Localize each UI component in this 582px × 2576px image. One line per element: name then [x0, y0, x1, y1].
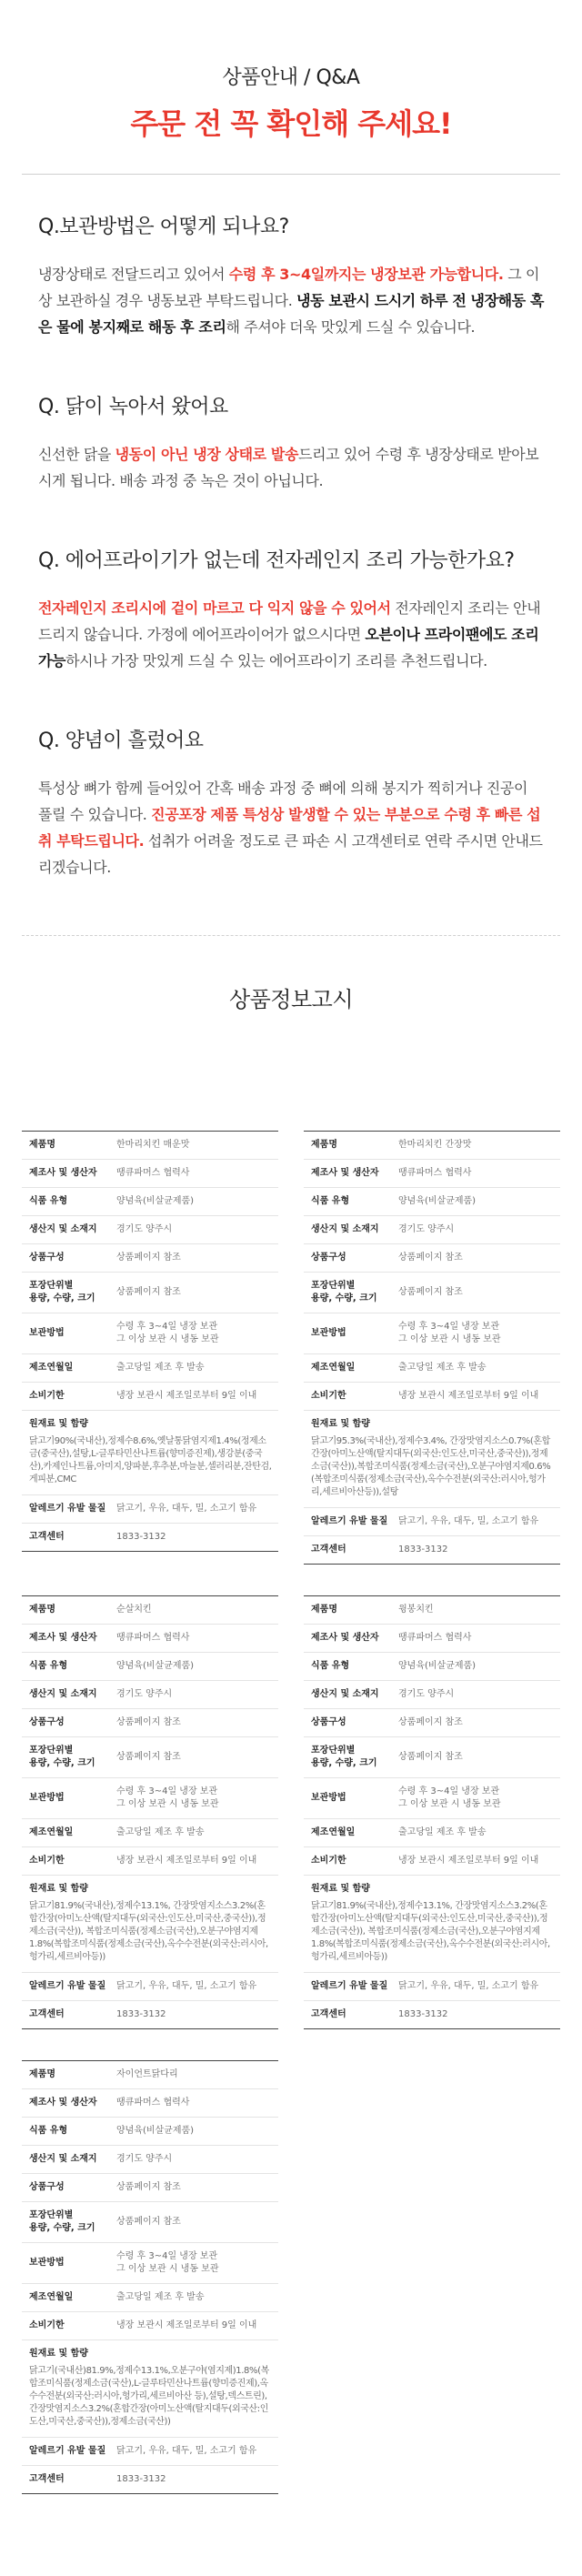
spec-row-composition	[304, 1709, 560, 1737]
qa-answer	[38, 261, 544, 340]
spec-value: 1833-3132	[398, 1545, 448, 1555]
spec-value: 수령 후 3~4일 냉장 보관 그 이상 보관 시 냉동 보관	[116, 1786, 219, 1809]
spec-row-cs	[22, 2001, 278, 2029]
spec-label: 포장단위별 용량, 수량, 크기	[29, 1746, 95, 1768]
spec-row-maker	[22, 1160, 278, 1188]
spec-row-origin	[304, 1216, 560, 1244]
spec-label: 고객센터	[29, 2009, 65, 2019]
spec-label: 제품명	[311, 1140, 337, 1150]
spec-label: 제조연월일	[311, 1363, 356, 1373]
spec-row-expiry	[304, 1847, 560, 1876]
spec-value: 닭고기90%(국내산),정제수8.6%,옛날통닭염지제1.4%(정제소금(중국산),설탕,L-글루타민산나트륨(향미증진제),생강분(중국산),카제인나트륨,아미지,양파분,후추분,마늘분,셀러리분,잔탄검,게피분,CMC	[29, 1436, 272, 1484]
spec-value: 상품페이지 참조	[116, 1752, 181, 1762]
header-divider	[22, 174, 560, 175]
qa-question: Q. 에어프라이기가 없는데 전자레인지 조리 가능한가요?	[38, 549, 515, 572]
spec-row-date	[304, 1819, 560, 1847]
spec-label: 고객센터	[29, 1532, 65, 1542]
spec-value: 냉장 보관시 제조일로부터 9일 이내	[116, 1856, 257, 1866]
spec-value: 냉장 보관시 제조일로부터 9일 이내	[116, 1391, 257, 1401]
spec-label: 알레르기 유발 물질	[311, 1981, 388, 1991]
answer-text: 드리고 있어 수령 후 냉장상태로 받아보시게 됩니다. 배송 과정 중 녹은 것이 아닙니다.	[38, 446, 539, 489]
spec-value: 1833-3132	[116, 2474, 166, 2484]
answer-text: 냉장상태로 전달드리고 있어서	[38, 266, 229, 283]
spec-value: 땡큐파머스 협력사	[116, 1633, 190, 1643]
spec-row-unit	[22, 1273, 278, 1313]
spec-label: 생산지 및 소재지	[29, 1689, 97, 1699]
spec-row-maker	[22, 1625, 278, 1653]
spec-card	[304, 1131, 560, 1565]
spec-value: 상품페이지 참조	[116, 1253, 181, 1263]
spec-label: 제조사 및 생산자	[29, 1168, 97, 1178]
spec-value: 땡큐파머스 협력사	[116, 1168, 190, 1178]
spec-label: 식품 유형	[311, 1661, 350, 1671]
spec-row-allergy	[22, 1973, 278, 2001]
spec-row-expiry	[22, 1847, 278, 1876]
spec-label: 원재료 및 함량	[311, 1884, 370, 1894]
answer-text: 해 주셔야 더욱 맛있게 드실 수 있습니다.	[226, 318, 476, 336]
spec-value: 냉장 보관시 제조일로부터 9일 이내	[398, 1856, 539, 1866]
spec-row-group	[22, 2060, 560, 2494]
spec-value: 닭고기95.3%(국내산),정제수3.4%, 간장맛염지소스0.7%(혼합간장(아미노산액(탈지대두(외국산:인도산,미국산,중국산)),정제소금(국산)),복합조미식품(정제소금(국산),오분구야염지제0.6%(복합조미식품(정제소금(국산),옥수수전분(외국산:러시아,헝가리,세르비아산등)),설탕	[311, 1436, 551, 1497]
spec-row-storage	[22, 1313, 278, 1354]
spec-value: 닭고기81.9%(국내산),정제수13.1%, 간장맛염지소스3.2%(혼합간장(아미노산액(탈지대두(외국산:인도산,미국산,중국산)),정제소금(국산)), 복합조미식품(정제소금(국산),오분구야염지제1.8%(복합조미식품(정제소금(국산),옥수수전분(외국산:러시아,헝가리,세르비아등))	[29, 1901, 268, 1962]
spec-row-date	[304, 1354, 560, 1383]
spec-row-unit	[22, 1737, 278, 1778]
spec-value: 양념육(비살균제품)	[116, 1661, 195, 1671]
spec-value: 1833-3132	[398, 2009, 448, 2019]
spec-value: 경기도 양주시	[398, 1224, 455, 1234]
spec-row-composition	[22, 1244, 278, 1273]
spec-row-origin	[304, 1681, 560, 1709]
qa-item	[38, 725, 544, 880]
spec-label: 생산지 및 소재지	[29, 2154, 97, 2164]
spec-card	[22, 1131, 278, 1565]
spec-label: 포장단위별 용량, 수량, 크기	[29, 2210, 95, 2233]
spec-value: 1833-3132	[116, 1532, 166, 1542]
spec-label: 상품구성	[311, 1253, 346, 1263]
spec-value: 닭고기, 우유, 대두, 밀, 소고기 함유	[398, 1516, 539, 1526]
spec-label: 제품명	[29, 1605, 55, 1615]
spec-value: 닭고기, 우유, 대두, 밀, 소고기 함유	[398, 1981, 539, 1991]
spec-label: 보관방법	[29, 1328, 65, 1338]
spec-row-type	[22, 1653, 278, 1681]
spec-label: 소비기한	[29, 1856, 65, 1866]
spec-value: 1833-3132	[116, 2009, 166, 2019]
spec-value: 닭고기, 우유, 대두, 밀, 소고기 함유	[116, 1981, 257, 1991]
spec-label: 제품명	[29, 1140, 55, 1150]
spec-label: 제조사 및 생산자	[29, 1633, 97, 1643]
spec-value: 수령 후 3~4일 냉장 보관 그 이상 보관 시 냉동 보관	[116, 2251, 219, 2274]
answer-text: 냉동이 아닌 냉장 상태로 발송	[115, 446, 299, 463]
spec-row-cs	[22, 1524, 278, 1552]
spec-label: 제조연월일	[29, 1827, 74, 1837]
spec-value: 상품페이지 참조	[398, 1752, 463, 1762]
qa-question: Q. 양념이 흘렀어요	[38, 730, 204, 752]
qa-question: Q. 닭이 녹아서 왔어요	[38, 396, 228, 418]
qa-item	[38, 545, 544, 674]
spec-label: 상품구성	[29, 1717, 65, 1727]
spec-label: 원재료 및 함량	[29, 2349, 88, 2359]
spec-value: 상품페이지 참조	[116, 1287, 181, 1297]
spec-row-group	[22, 1131, 560, 1565]
spec-label: 상품구성	[29, 1253, 65, 1263]
spec-value: 출고당일 제조 후 발송	[398, 1827, 487, 1837]
spec-row-allergy	[304, 1508, 560, 1536]
spec-value: 냉장 보관시 제조일로부터 9일 이내	[398, 1391, 539, 1401]
spec-row-composition	[22, 1709, 278, 1737]
spec-value: 양념육(비살균제품)	[398, 1196, 477, 1206]
spec-label: 제조사 및 생산자	[29, 2098, 97, 2108]
answer-text: 그 이상 보관하실 경우 냉동보관 부탁드립니다.	[38, 266, 540, 309]
spec-label: 원재료 및 함량	[311, 1419, 370, 1429]
header	[0, 0, 582, 175]
spec-value: 냉장 보관시 제조일로부터 9일 이내	[116, 2320, 257, 2330]
spec-value: 상품페이지 참조	[398, 1717, 463, 1727]
spec-label: 알레르기 유발 물질	[29, 2446, 106, 2456]
answer-text: 전자레인지 조리는 안내드리지 않습니다. 가정에 에어프라이어가 없으시다면	[38, 599, 541, 643]
spec-value: 땡큐파머스 협력사	[398, 1168, 472, 1178]
spec-value: 상품페이지 참조	[398, 1253, 463, 1263]
spec-value: 상품페이지 참조	[116, 2182, 181, 2192]
spec-row-ingredients	[22, 1876, 278, 1973]
spec-card	[22, 2060, 278, 2494]
spec-value: 수령 후 3~4일 냉장 보관 그 이상 보관 시 냉동 보관	[398, 1322, 501, 1344]
spec-value: 경기도 양주시	[116, 2154, 173, 2164]
answer-text: 신선한 닭을	[38, 446, 115, 463]
spec-label: 제조사 및 생산자	[311, 1633, 379, 1643]
spec-row-maker	[22, 2089, 278, 2118]
spec-value: 한마리치킨 매운맛	[116, 1140, 190, 1150]
spec-label: 보관방법	[29, 1793, 65, 1803]
spec-row-name	[22, 2061, 278, 2089]
spec-label: 식품 유형	[29, 1196, 68, 1206]
spec-row-ingredients	[22, 1411, 278, 1495]
spec-value: 양념육(비살균제품)	[398, 1661, 477, 1671]
spec-label: 상품구성	[29, 2182, 65, 2192]
spec-row-ingredients	[22, 2340, 278, 2438]
spec-label: 제품명	[29, 2069, 55, 2079]
spec-row-composition	[22, 2174, 278, 2202]
answer-text: 섭취가 어려울 정도로 큰 파손 시 고객센터로 연락 주시면 안내드리겠습니다.	[38, 832, 543, 876]
qa-item	[38, 391, 544, 494]
spec-row-date	[22, 1354, 278, 1383]
spec-card	[22, 1595, 278, 2029]
spec-value: 양념육(비살균제품)	[116, 2126, 195, 2136]
spec-label: 알레르기 유발 물질	[311, 1516, 388, 1526]
spec-label: 원재료 및 함량	[29, 1884, 88, 1894]
spec-row-expiry	[22, 2312, 278, 2340]
spec-row-group	[22, 1595, 560, 2029]
spec-row-unit	[22, 2202, 278, 2243]
spec-row-storage	[304, 1778, 560, 1819]
spec-label: 알레르기 유발 물질	[29, 1981, 106, 1991]
spec-row-storage	[304, 1313, 560, 1354]
spec-row-storage	[22, 2243, 278, 2284]
spec-label: 소비기한	[311, 1391, 346, 1401]
section-divider	[22, 935, 560, 936]
spec-label: 생산지 및 소재지	[311, 1689, 379, 1699]
spec-value: 닭고기(국내산)81.9%,정제수13.1%,오분구야(염지제)1.8%(복합조미식품(정제소금(국산),L-글루타민산나트륨(향미증진제),옥수수전분(외국산:러시아,헝가리,세르비아산 등),설탕,덱스트린),간장맛염지소스3.2%(혼합간장(아미노산액(탈지대두(외국산:인도산,미국산,중국산)),정제소금(국산))	[29, 2366, 269, 2427]
spec-row-cs	[304, 2001, 560, 2029]
qa-item	[38, 211, 544, 340]
answer-text: 오븐이나 프라이팬에도 조리 가능	[38, 626, 539, 669]
spec-row-name	[22, 1132, 278, 1160]
spec-row-ingredients	[304, 1876, 560, 1973]
spec-row-unit	[304, 1737, 560, 1778]
spec-value: 양념육(비살균제품)	[116, 1196, 195, 1206]
qa-answer	[38, 441, 544, 494]
answer-text: 특성상 뼈가 함께 들어있어 간혹 배송 과정 중 뼈에 의해 봉지가 찍히거나 진공이 풀릴 수 있습니다.	[38, 780, 528, 823]
spec-label: 생산지 및 소재지	[29, 1224, 97, 1234]
spec-label: 보관방법	[311, 1328, 346, 1338]
spec-value: 상품페이지 참조	[398, 1287, 463, 1297]
spec-label: 제조연월일	[29, 2292, 74, 2302]
spec-label: 고객센터	[311, 1545, 346, 1555]
spec-label: 소비기한	[29, 1391, 65, 1401]
spec-label: 소비기한	[311, 1856, 346, 1866]
spec-label: 제조사 및 생산자	[311, 1168, 379, 1178]
header-subtitle: 상품안내 / Q&A	[222, 66, 360, 89]
spec-value: 한마리치킨 간장맛	[398, 1140, 472, 1150]
spec-row-cs	[304, 1536, 560, 1565]
spec-row-cs	[22, 2466, 278, 2494]
spec-label: 소비기한	[29, 2320, 65, 2330]
spec-value: 상품페이지 참조	[116, 2217, 181, 2227]
spec-value: 경기도 양주시	[398, 1689, 455, 1699]
spec-value: 윙봉치킨	[398, 1605, 434, 1615]
spec-label: 보관방법	[29, 2258, 65, 2268]
spec-label: 제조연월일	[29, 1363, 74, 1373]
spec-label: 포장단위별 용량, 수량, 크기	[311, 1746, 377, 1768]
spec-card	[304, 1595, 560, 2029]
spec-value: 출고당일 제조 후 발송	[116, 1363, 205, 1373]
spec-value: 경기도 양주시	[116, 1224, 173, 1234]
spec-value: 출고당일 제조 후 발송	[398, 1363, 487, 1373]
answer-text: 하시나 가장 맛있게 드실 수 있는 에어프라이기 조리를 추천드립니다.	[65, 652, 487, 669]
answer-text: 수령 후 3~4일까지는 냉장보관 가능합니다.	[228, 266, 504, 283]
spec-value: 땡큐파머스 협력사	[116, 2098, 190, 2108]
spec-row-origin	[22, 1216, 278, 1244]
spec-row-allergy	[304, 1973, 560, 2001]
spec-row-maker	[304, 1625, 560, 1653]
spec-label: 고객센터	[311, 2009, 346, 2019]
spec-value: 수령 후 3~4일 냉장 보관 그 이상 보관 시 냉동 보관	[398, 1786, 501, 1809]
spec-row-origin	[22, 1681, 278, 1709]
spec-row-name	[22, 1596, 278, 1625]
spec-value: 닭고기, 우유, 대두, 밀, 소고기 함유	[116, 1504, 257, 1514]
spec-row-storage	[22, 1778, 278, 1819]
spec-label: 알레르기 유발 물질	[29, 1504, 106, 1514]
spec-row-allergy	[22, 1495, 278, 1524]
spec-label: 원재료 및 함량	[29, 1419, 88, 1429]
answer-text: 전자레인지 조리시에 겉이 마르고 다 익지 않을 수 있어서	[38, 599, 391, 617]
spec-label: 고객센터	[29, 2474, 65, 2484]
spec-row-composition	[304, 1244, 560, 1273]
qa-answer	[38, 595, 544, 674]
spec-row-origin	[22, 2146, 278, 2174]
spec-row-type	[22, 1188, 278, 1216]
spec-label: 식품 유형	[29, 1661, 68, 1671]
spec-row-type	[22, 2118, 278, 2146]
spec-label: 제품명	[311, 1605, 337, 1615]
spec-title: 상품정보고시	[228, 987, 354, 1012]
spec-value: 경기도 양주시	[116, 1689, 173, 1699]
spec-value: 닭고기, 우유, 대두, 밀, 소고기 함유	[116, 2446, 257, 2456]
spec-value: 출고당일 제조 후 발송	[116, 2292, 205, 2302]
spec-row-name	[304, 1132, 560, 1160]
spec-label: 포장단위별 용량, 수량, 크기	[29, 1281, 95, 1303]
spec-label: 보관방법	[311, 1793, 346, 1803]
spec-value: 출고당일 제조 후 발송	[116, 1827, 205, 1837]
answer-text: 냉동 보관시 드시기 하루 전 냉장해동 혹은 물에 봉지째로 해동 후 조리	[38, 292, 544, 336]
spec-row-date	[22, 2284, 278, 2312]
spec-grid	[22, 1131, 560, 2494]
spec-row-expiry	[304, 1383, 560, 1411]
spec-label: 식품 유형	[29, 2126, 68, 2136]
spec-label: 식품 유형	[311, 1196, 350, 1206]
spec-row-name	[304, 1596, 560, 1625]
answer-text: 진공포장 제품 특성상 발생할 수 있는 부분으로 수령 후 빠른 섭취 부탁드립니다.	[38, 806, 541, 850]
spec-row-ingredients	[304, 1411, 560, 1508]
spec-value: 수령 후 3~4일 냉장 보관 그 이상 보관 시 냉동 보관	[116, 1322, 219, 1344]
spec-label: 포장단위별 용량, 수량, 크기	[311, 1281, 377, 1303]
spec-label: 생산지 및 소재지	[311, 1224, 379, 1234]
spec-row-allergy	[22, 2438, 278, 2466]
qa-answer	[38, 775, 544, 880]
spec-row-type	[304, 1188, 560, 1216]
spec-row-date	[22, 1819, 278, 1847]
spec-value: 자이언트닭다리	[116, 2069, 178, 2079]
spec-row-maker	[304, 1160, 560, 1188]
spec-label: 상품구성	[311, 1717, 346, 1727]
spec-value: 순살치킨	[116, 1605, 152, 1615]
spec-row-expiry	[22, 1383, 278, 1411]
spec-value: 닭고기81.9%(국내산),정제수13.1%, 간장맛염지소스3.2%(혼합간장(아미노산액(탈지대두(외국산:인도산,미국산,중국산)),정제소금(국산)), 복합조미식품(정제소금(국산),오분구야염지제1.8%(복합조미식품(정제소금(국산),옥수수전분(외국산:러시아,헝가리,세르비아등))	[311, 1901, 550, 1962]
spec-value: 상품페이지 참조	[116, 1717, 181, 1727]
qa-question: Q.보관방법은 어떻게 되나요?	[38, 216, 289, 238]
spec-row-type	[304, 1653, 560, 1681]
header-title: 주문 전 꼭 확인해 주세요!	[130, 106, 452, 141]
spec-label: 제조연월일	[311, 1827, 356, 1837]
spec-row-unit	[304, 1273, 560, 1313]
spec-value: 땡큐파머스 협력사	[398, 1633, 472, 1643]
